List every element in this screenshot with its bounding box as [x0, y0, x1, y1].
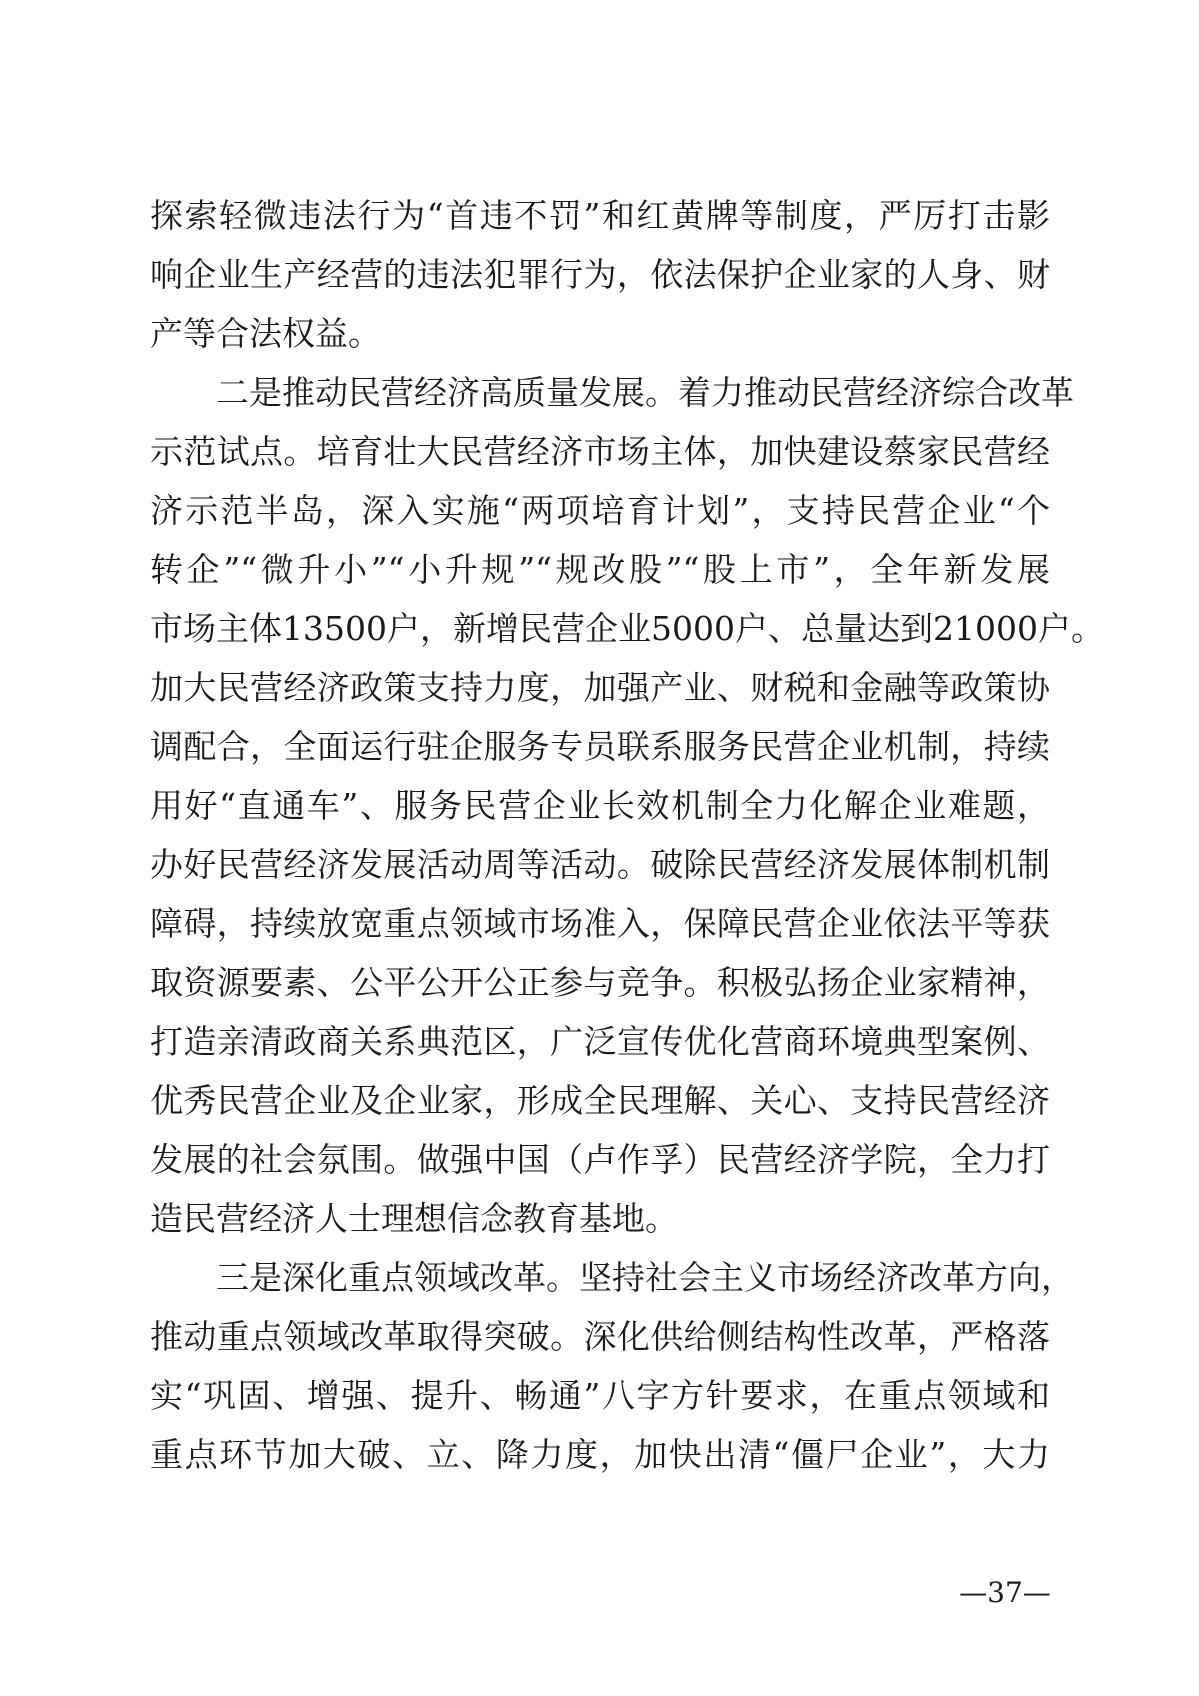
text-line: 取资源要素、公平公开公正参与竞争。积极弘扬企业家精神， [150, 963, 1050, 1002]
text-line: 济示范半岛，深入实施“两项培育计划”，支持民营企业“个 [150, 491, 1050, 530]
text-line: 产等合法权益。 [150, 314, 381, 353]
text-line: 发展的社会氛围。做强中国（卢作孚）民营经济学院，全力打 [150, 1140, 1050, 1179]
text-line: 优秀民营企业及企业家，形成全民理解、关心、支持民营经济 [150, 1081, 1050, 1120]
text-line: 打造亲清政商关系典范区，广泛宣传优化营商环境典型案例、 [150, 1022, 1050, 1061]
text-line: 响企业生产经营的违法犯罪行为，依法保护企业家的人身、财 [150, 255, 1050, 294]
text-line: 转企”“微升小”“小升规”“规改股”“股上市”，全年新发展 [150, 550, 1050, 589]
text-line: 市场主体13500户，新增民营企业5000户、总量达到21000户。 [150, 609, 1104, 648]
text-line: 实“巩固、增强、提升、畅通”八字方针要求，在重点领域和 [150, 1376, 1050, 1415]
text-line: 造民营经济人士理想信念教育基地。 [150, 1199, 678, 1238]
text-line: 重点环节加大破、立、降力度，加快出清“僵尸企业”，大力 [150, 1435, 1050, 1474]
text-line: 探索轻微违法行为“首违不罚”和红黄牌等制度，严厉打击影 [150, 196, 1050, 235]
text-line: 推动重点领域改革取得突破。深化供给侧结构性改革，严格落 [150, 1317, 1050, 1356]
text-line: 加大民营经济政策支持力度，加强产业、财税和金融等政策协 [150, 668, 1050, 707]
text-line: 用好“直通车”、服务民营企业长效机制全力化解企业难题， [150, 786, 1050, 825]
text-line: 二是推动民营经济高质量发展。着力推动民营经济综合改革 [150, 373, 1074, 412]
text-line: 三是深化重点领域改革。坚持社会主义市场经济改革方向， [150, 1258, 1074, 1297]
body-text [150, 186, 1104, 1484]
text-line: 示范试点。培育壮大民营经济市场主体，加快建设蔡家民营经 [150, 432, 1050, 471]
text-line: 障碍，持续放宽重点领域市场准入，保障民营企业依法平等获 [150, 904, 1050, 943]
text-line: 调配合，全面运行驻企服务专员联系服务民营企业机制，持续 [150, 727, 1050, 766]
text-line: 办好民营经济发展活动周等活动。破除民营经济发展体制机制 [150, 845, 1050, 884]
page-number: —37— [959, 1576, 1051, 1609]
